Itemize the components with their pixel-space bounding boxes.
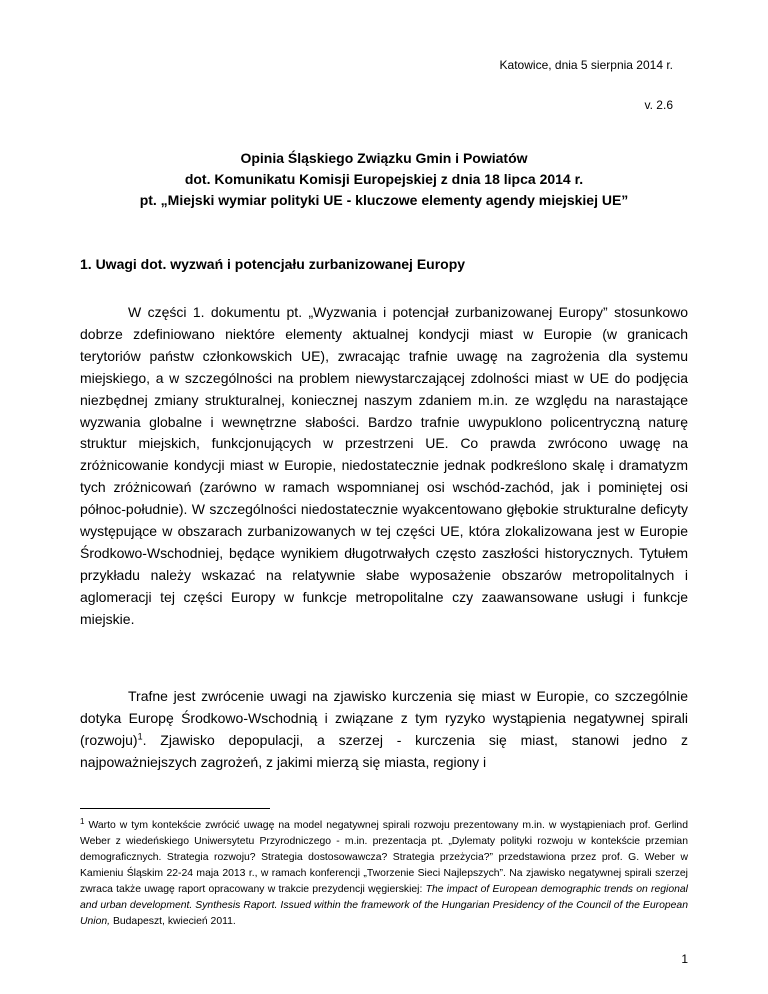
footnote-separator: [80, 808, 270, 809]
date-line: Katowice, dnia 5 sierpnia 2014 r.: [499, 58, 673, 72]
paragraph-2-text-start: Trafne jest zwrócenie uwagi na zjawisko kurczenia się miast w Europie, co szczególnie dotyka Europę Środkowo-Wschodnią i związane z tym ryzyko wystąpienia negatywnej spirali (rozwoju): [80, 688, 688, 748]
version-label: v. 2.6: [644, 98, 673, 112]
paragraph-2-text-end: . Zjawisko depopulacji, a szerzej - kurczenia się miast, stanowi jedno z najpoważniejszych zagrożeń, z jakimi mierzą się miasta, regiony i: [80, 731, 688, 770]
footnote-number: 1: [80, 816, 85, 826]
footnote: [80, 818, 688, 930]
title-line-2: dot. Komunikatu Komisji Europejskiej z dnia 18 lipca 2014 r.: [184, 171, 584, 187]
page-number: 1: [681, 952, 688, 966]
title-line-1: Opinia Śląskiego Związku Gmin i Powiatów: [240, 150, 528, 166]
footnote-italic-title: The impact of European demographic trends on regional and urban development. Synthesis Raport. Issued within the framework of the Hungarian Presidency of the Council of the European Union,: [80, 884, 688, 927]
document-title: [80, 148, 688, 211]
footnote-text: Warto w tym kontekście zwrócić uwagę na model negatywnej spirali rozwoju prezentowany m.in. w wystąpieniach prof. Gerlind Weber z wiedeńskiego Uniwersytetu Przyrodniczego - m.in. prezentacja pt. „Dylematy polityki rozwoju w kontekście przemian demograficznych. Strategia rozwoju? Strategia dostosowawcza? Strategia przeżycia?” przedstawiona przez prof. G. Weber w Kamieniu Śląskim 22-24 maja 2013 r., w ramach konferencji „Tworzenie Sieci Najlepszych”. Na zjawisko negatywnej spirali szerzej zwraca także uwagę raport opracowany w trakcie prezydencji węgierskiej:: [80, 820, 688, 895]
footnote-reference[interactable]: 1: [137, 731, 143, 742]
paragraph-2: [80, 686, 688, 774]
title-line-3: pt. „Miejski wymiar polityki UE - kluczowe elementy agendy miejskiej UE”: [139, 192, 629, 208]
footnote-text-end: Budapeszt, kwiecień 2011.: [112, 916, 236, 927]
section-heading: 1. Uwagi dot. wyzwań i potencjału zurbanizowanej Europy: [80, 256, 466, 272]
paragraph-1-text: W części 1. dokumentu pt. „Wyzwania i potencjał zurbanizowanej Europy” stosunkowo dobrze zdefiniowano niektóre elementy aktualnej kondycji miast w Europie (w granicach terytoriów państw członkowskich UE), zwracając trafnie uwagę na zagrożenia dla systemu miejskiego, a w szczególności na problem niewystarczającej zdolności miast w UE do podjęcia niezbędnej zmiany strukturalnej, koniecznej naszym zdaniem m.in. ze względu na narastające wyzwania globalne i wewnętrzne słabości. Bardzo trafnie uwypuklono policentryczną naturę struktur miejskich, funkcjonujących w przestrzeni UE. Co prawda zwrócono uwagę na zróżnicowanie kondycji miast w Europie, niedostatecznie jednak podkreślono skalę i dramatyzm tych zróżnicowań (zarówno w ramach wspomnianej osi wschód-zachód, jak i pominiętej osi północ-południe). W szczególności niedostatecznie wyakcentowano głębokie strukturalne deficyty występujące w obszarach zurbanizowanych w tej części UE, która zlokalizowana jest w Europie Środkowo-Wschodniej, będące wynikiem długotrwałych często zaszłości historycznych. Tytułem przykładu należy wskazać na relatywnie słabe wyposażenie obszarów metropolitalnych i aglomeracji tej części Europy w funkcje metropolitalne czy zaawansowane usługi i funkcje miejskie.: [80, 304, 688, 627]
paragraph-1: [80, 302, 688, 631]
